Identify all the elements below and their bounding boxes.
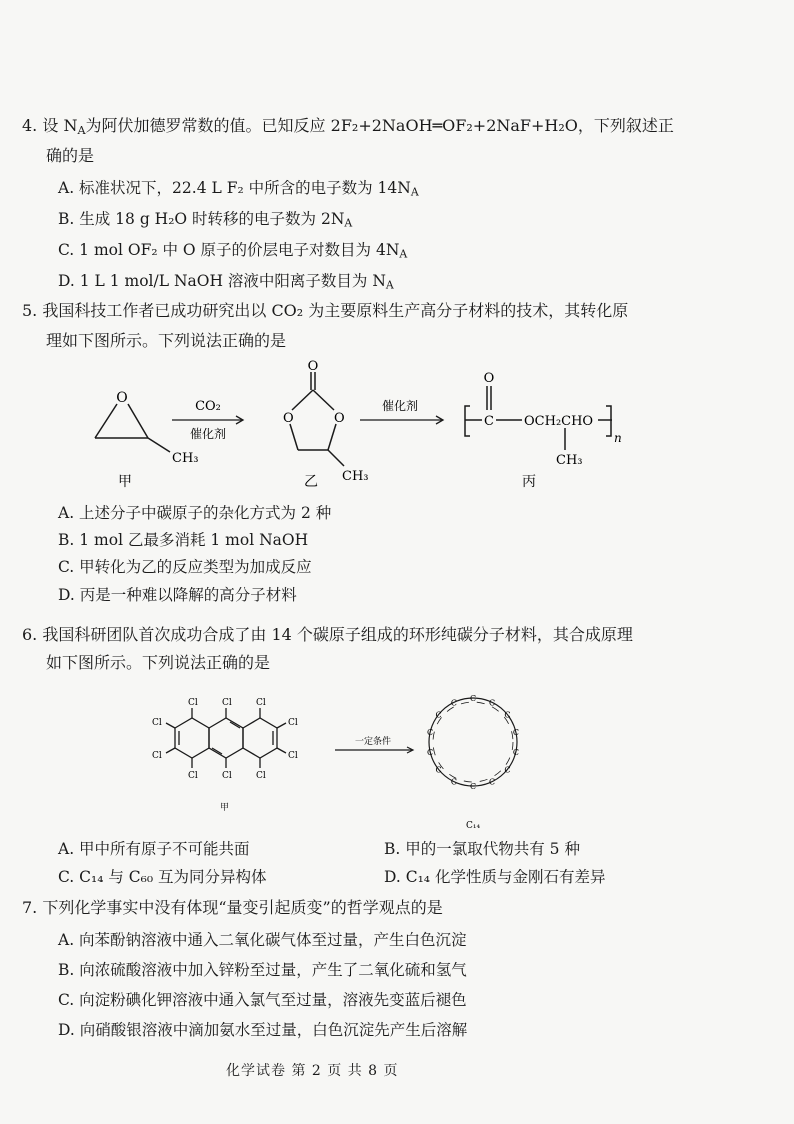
q7-option-d: D. 向硝酸银溶液中滴加氨水至过量，白色沉淀先产生后溶解 <box>58 1021 468 1039</box>
bing-carbonyl-o: O <box>483 371 495 386</box>
yi-carbonyl-o: O <box>307 359 319 374</box>
c14-carbon-atom: C <box>512 747 519 757</box>
q5-stem-line1: 5. 我国科技工作者已成功研究出以 CO₂ 为主要原料生产高分子材料的技术，其转化原 <box>22 301 629 320</box>
svg-text:Cl: Cl <box>222 771 232 781</box>
q4-stem-line2: 确的是 <box>46 146 95 165</box>
svg-text:Cl: Cl <box>288 718 298 728</box>
chlorine-labels <box>152 698 298 781</box>
page-footer: 化学试卷 第 2 页 共 8 页 <box>226 1063 399 1079</box>
q6-option-c: C. C₁₄ 与 C₆₀ 互为同分异构体 <box>58 868 267 886</box>
c14-carbon-atom: C <box>489 698 496 708</box>
q7-option-c: C. 向淀粉碘化钾溶液中通入氯气至过量，溶液先变蓝后褪色 <box>58 991 467 1009</box>
label-jia-q6: 甲 <box>220 803 230 813</box>
q5-option-c: C. 甲转化为乙的反应类型为加成反应 <box>58 558 312 576</box>
c14-carbon-atom: C <box>427 728 434 738</box>
svg-text:Cl: Cl <box>256 771 266 781</box>
svg-text:Cl: Cl <box>222 698 232 708</box>
label-c14: C₁₄ <box>466 821 481 831</box>
bing-ch3: CH₃ <box>556 453 583 468</box>
q4-option-b: B. 生成 18 g H₂O 时转移的电子数为 $2N_A$ <box>58 210 353 230</box>
label-yi: 乙 <box>304 474 318 490</box>
arrow1-top-label: CO₂ <box>195 399 221 414</box>
q4-prefix: 4. 设 N <box>22 116 78 135</box>
yi-ring-o-left: O <box>283 411 294 426</box>
c14-carbon-atom: C <box>469 694 477 703</box>
c14-carbon-atom: C <box>504 765 511 775</box>
q5-stem-line2: 理如下图所示。下列说法正确的是 <box>46 331 287 350</box>
yi-ring-o-right: O <box>334 411 345 426</box>
arrow2-top-label: 催化剂 <box>381 399 419 413</box>
svg-text:Cl: Cl <box>152 718 162 728</box>
q6-stem-line1: 6. 我国科研团队首次成功合成了由 14 个碳原子组成的环形纯碳分子材料，其合成原理 <box>22 625 633 644</box>
c14-carbon-atom: C <box>489 777 496 787</box>
q4-sub: A <box>77 123 86 137</box>
molecule-jia-skeleton <box>166 708 286 768</box>
c14-carbon-atom: C <box>435 710 442 720</box>
arrow-polymerize <box>360 416 443 424</box>
c14-carbon-atom: C <box>450 698 457 708</box>
bing-carbon: C <box>484 414 494 429</box>
svg-text:Cl: Cl <box>188 698 198 708</box>
c14-carbon-atom: C <box>504 710 511 720</box>
q4-stem-line1 <box>22 113 674 136</box>
q4-option-d: D. 1 L 1 mol/L NaOH 溶液中阳离子数目为 $N_A$ <box>58 272 394 292</box>
arrow-condition <box>335 747 413 753</box>
svg-text:Cl: Cl <box>152 751 162 761</box>
q6-reaction-diagram <box>130 688 550 838</box>
svg-text:Cl: Cl <box>288 751 298 761</box>
q4-option-c: C. 1 mol OF₂ 中 O 原子的价层电子对数目为 $4N_A$ <box>58 241 408 261</box>
svg-text:Cl: Cl <box>188 771 198 781</box>
c14-carbon-atom: C <box>435 765 442 775</box>
label-jia: 甲 <box>118 474 132 490</box>
q4-rest: 为阿伏加德罗常数的值。已知反应 2F₂+2NaOH═OF₂+2NaF+H₂O，下列叙述正 <box>85 116 674 135</box>
q6-stem-line2: 如下图所示。下列说法正确的是 <box>46 653 271 672</box>
c14-ring-inner <box>433 702 513 782</box>
q7-option-b: B. 向浓硫酸溶液中加入锌粉至过量，产生了二氧化硫和氢气 <box>58 961 467 979</box>
q5-option-a: A. 上述分子中碳原子的杂化方式为 2 种 <box>58 504 332 522</box>
q6-option-d: D. C₁₄ 化学性质与金刚石有差异 <box>384 868 606 886</box>
q4-option-a: A. 标准状况下，22.4 L F₂ 中所含的电子数为 $14N_A$ <box>58 179 419 199</box>
arrow-condition-label: 一定条件 <box>354 737 392 747</box>
q6-option-b: B. 甲的一氯取代物共有 5 种 <box>384 840 580 858</box>
bing-chain: OCH₂CHO <box>524 414 594 429</box>
c14-carbon-atom: C <box>469 782 477 791</box>
yi-ch3: CH₃ <box>342 469 369 484</box>
c14-carbon-atom: C <box>427 747 434 757</box>
molecule-jia <box>95 404 170 452</box>
bing-n: n <box>614 431 622 445</box>
arrow1-bottom-label: 催化剂 <box>189 427 227 441</box>
c14-carbon-atom: C <box>450 777 457 787</box>
q5-option-d: D. 丙是一种难以降解的高分子材料 <box>58 586 297 604</box>
q5-option-b: B. 1 mol 乙最多消耗 1 mol NaOH <box>58 531 309 549</box>
c14-carbon-atom: C <box>512 728 519 738</box>
q7-stem: 7. 下列化学事实中没有体现“量变引起质变”的哲学观点的是 <box>22 898 443 917</box>
jia-oxygen: O <box>116 390 128 406</box>
jia-ch3: CH₃ <box>172 451 199 466</box>
q5-reaction-diagram <box>60 358 660 498</box>
arrow-co2 <box>172 416 243 424</box>
q7-option-a: A. 向苯酚钠溶液中通入二氧化碳气体至过量，产生白色沉淀 <box>58 931 467 949</box>
c14-atom-labels <box>427 694 519 791</box>
svg-text:Cl: Cl <box>256 698 266 708</box>
q6-option-a: A. 甲中所有原子不可能共面 <box>58 840 250 858</box>
label-bing: 丙 <box>522 474 536 490</box>
